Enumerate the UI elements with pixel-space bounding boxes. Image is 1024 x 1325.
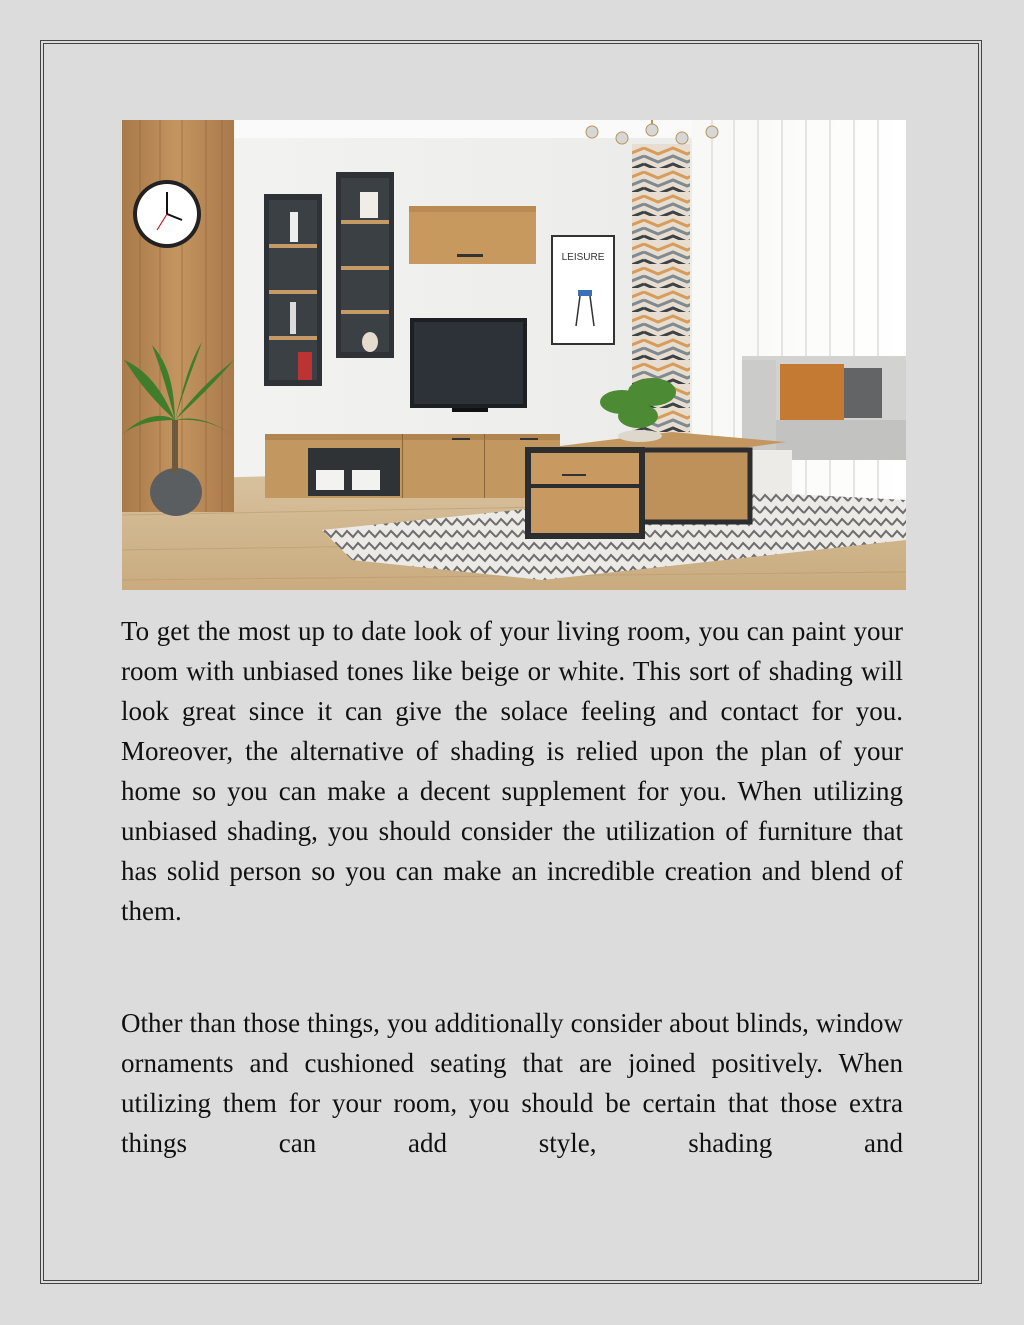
body-paragraph-1: To get the most up to date look of your living room, you can paint your room with unbiased tones like beige or white. This sort of shading will look great since it can give the solace feeling and contact for you. Moreover, the alternative of shading is relied upon the plan of your home so you can make a decent supplement for you. When utilizing unbiased shading, you should consider the utilization of furniture that has solid person so you can make an incredible creation and blend of them.	[121, 616, 903, 926]
body-paragraph-2: Other than those things, you additionally consider about blinds, window ornaments and cushioned seating that are joined positively. When utilizing them for your room, you should be certain that those extra things can add style, shading and	[121, 1008, 903, 1158]
living-room-photo	[122, 120, 906, 590]
poster-text: LEISURE	[561, 252, 605, 263]
